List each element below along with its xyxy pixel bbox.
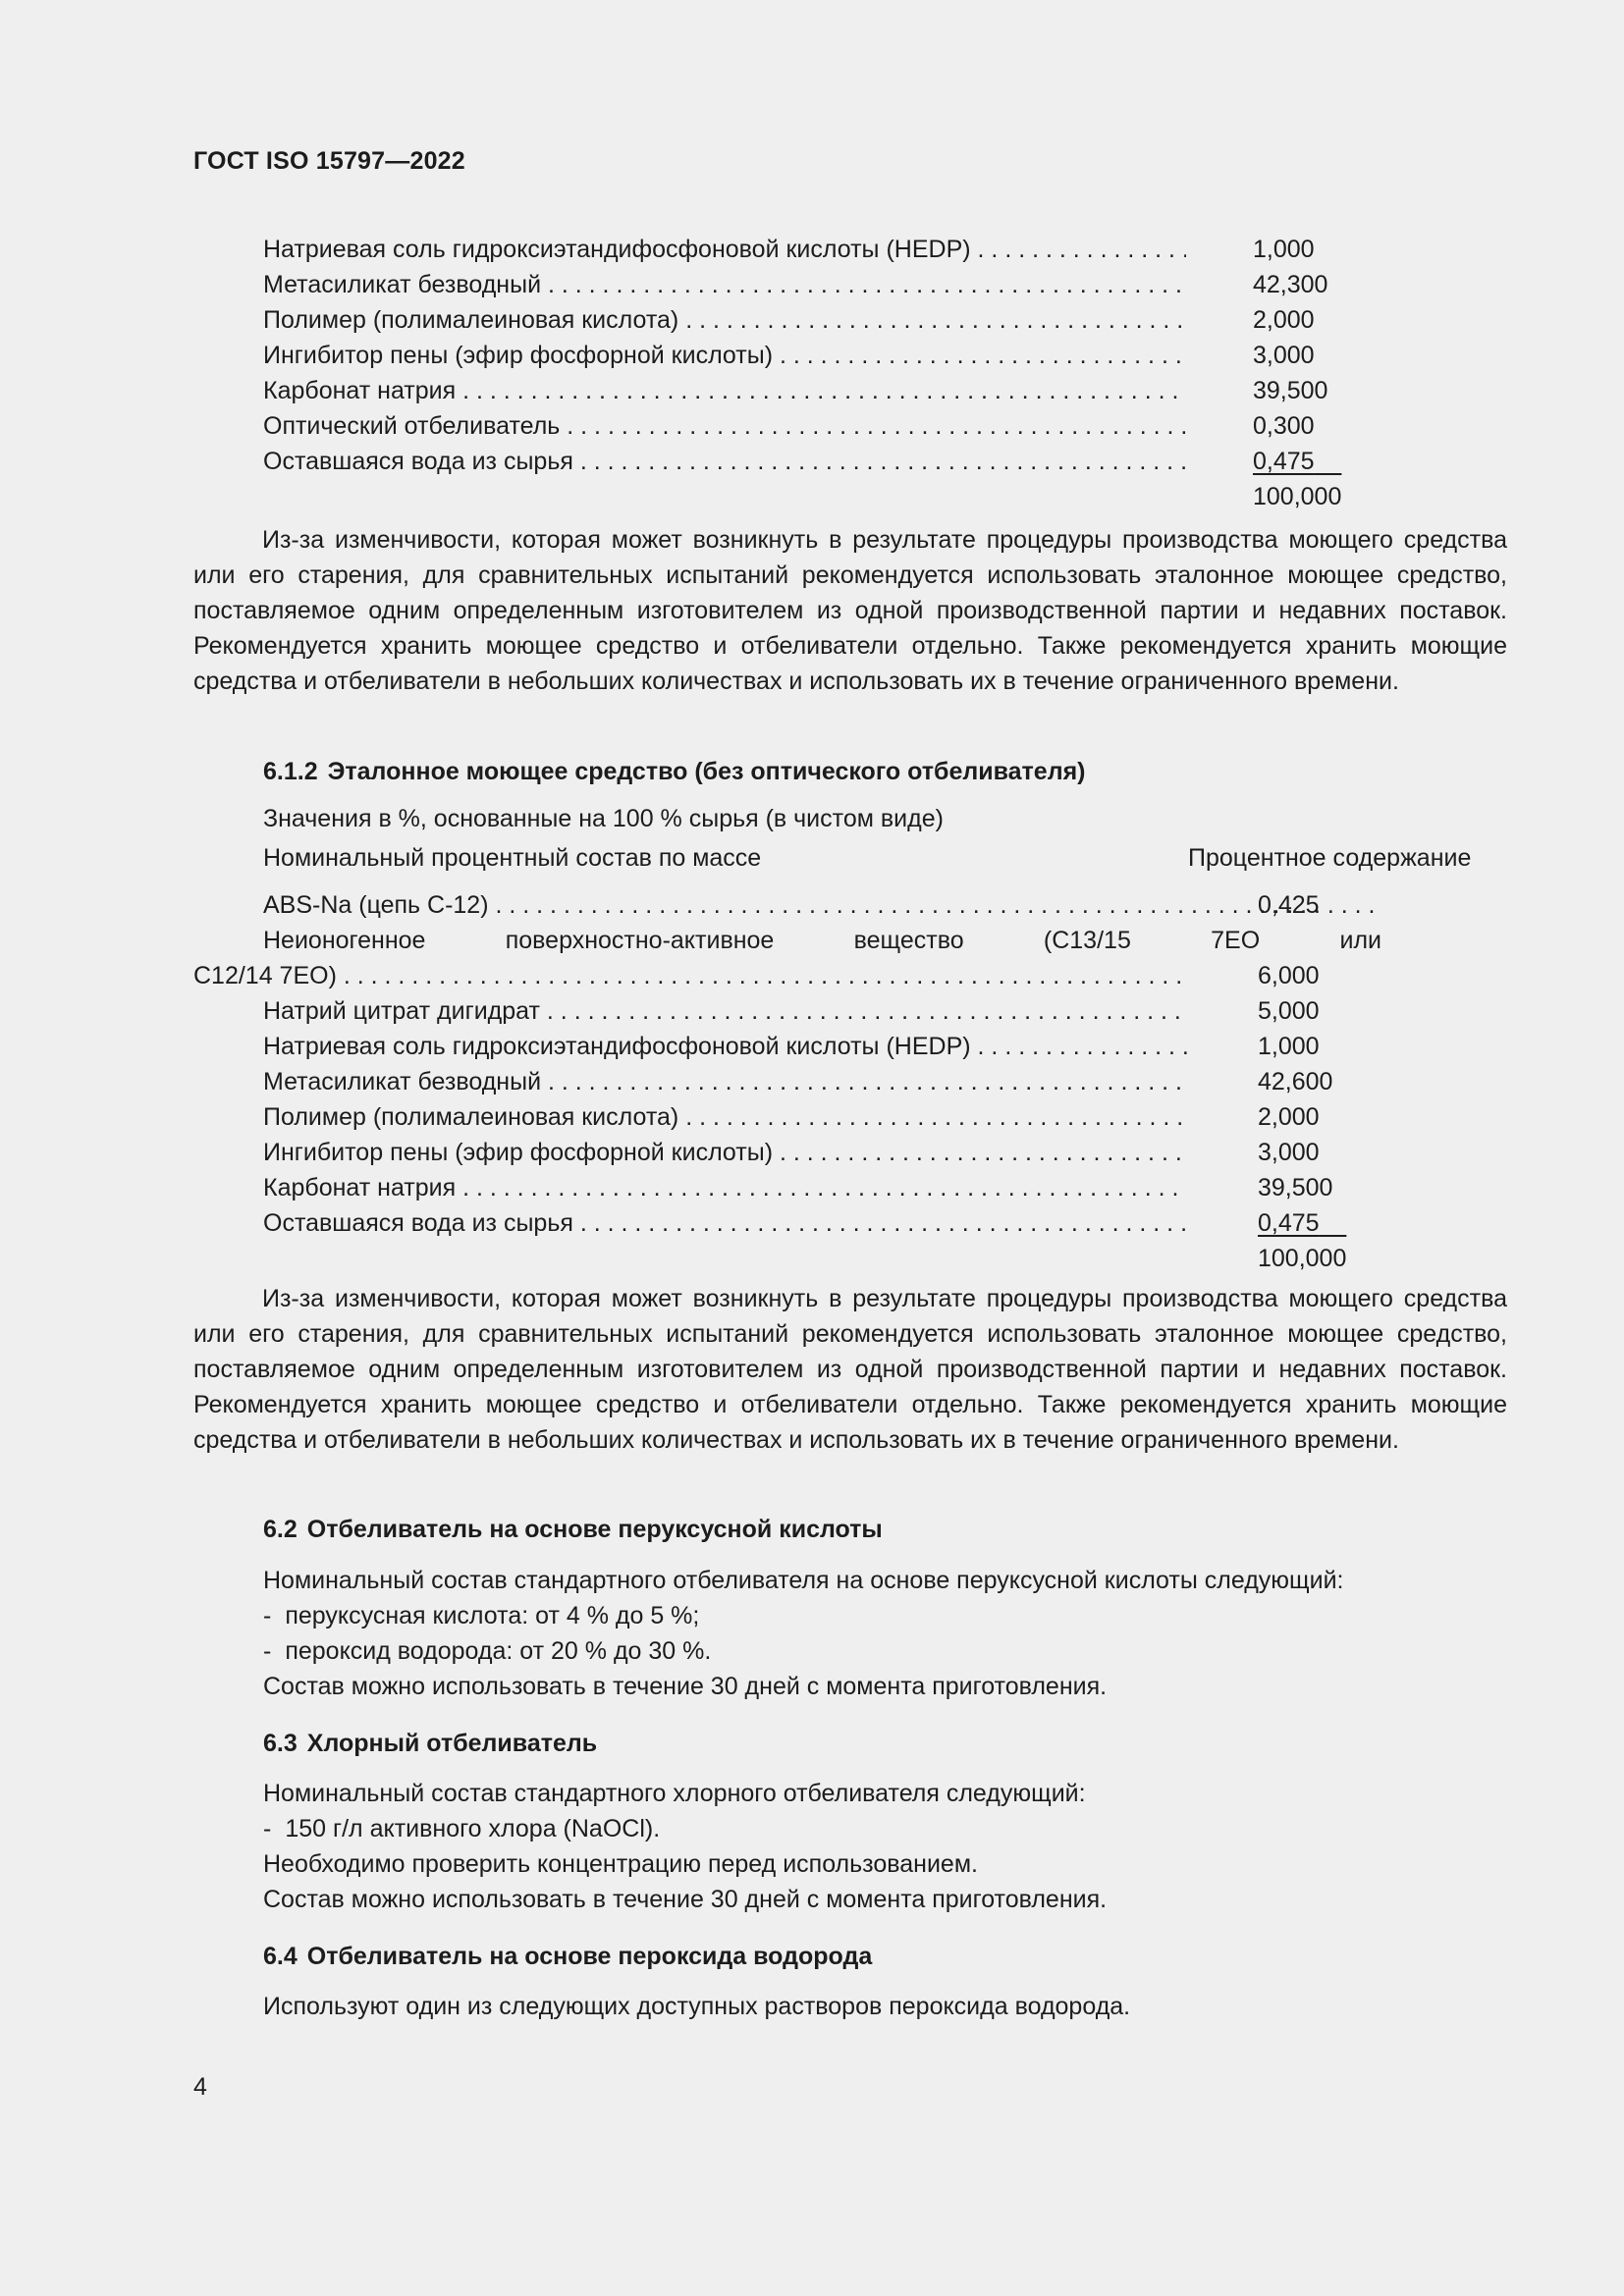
list-item <box>263 267 1363 302</box>
section-title: Отбеливатель на основе пероксида водорода <box>306 1943 873 1970</box>
bullet-item: - пероксид водорода: от 20 % до 30 %. <box>263 1637 712 1665</box>
list-item <box>263 338 1363 373</box>
section-title: Эталонное моющее средство (без оптического отбеливателя) <box>327 758 1086 785</box>
item-value: 6,000 <box>1258 962 1320 989</box>
item-value: 2,000 <box>1253 306 1315 334</box>
item-value: 0,300 <box>1253 412 1315 440</box>
item-label: Ингибитор пены (эфир фосфорной кислоты) . . . <box>263 1135 1187 1170</box>
item-label-line1: Неионогенное поверхностно-активное вещество (С13/15 7ЕО или <box>263 927 1381 954</box>
item-value: 42,600 <box>1258 1068 1333 1095</box>
list-item <box>193 1064 1372 1099</box>
section-heading-6-3 <box>263 1726 597 1761</box>
section-number: 6.2 <box>263 1516 298 1543</box>
bullet-item: - перуксусная кислота: от 4 % до 5 %; <box>263 1602 700 1629</box>
item-value: 2,000 <box>1258 1103 1320 1131</box>
item-label: Полимер (полималеиновая кислота) . . . <box>263 1099 1187 1135</box>
item-value: 42,300 <box>1253 271 1328 298</box>
list-item-wrapped <box>193 923 1381 958</box>
item-label: Натрий цитрат дигидрат . . . <box>263 993 1187 1029</box>
list-item <box>263 373 1363 408</box>
paragraph <box>193 1281 1507 1458</box>
item-value: 1,000 <box>1253 236 1315 263</box>
item-value: 0,475 <box>1258 1209 1320 1237</box>
bullet-text: 150 г/л активного хлора (NaOCl). <box>285 1815 661 1842</box>
list-item <box>193 887 1372 923</box>
values-note: Значения в %, основанные на 100 % сырья (в чистом виде) <box>263 805 944 832</box>
item-value: 39,500 <box>1258 1174 1333 1201</box>
section-number: 6.1.2 <box>263 758 318 785</box>
list-item-wrapped-cont <box>193 958 1372 993</box>
list-item <box>193 1205 1372 1241</box>
list-total <box>263 479 1363 514</box>
bullet-text: перуксусная кислота: от 4 % до 5 %; <box>285 1602 700 1629</box>
paragraph-text: Из-за изменчивости, которая может возникнуть в результате процедуры производства моющего средства или его старения, для сравнительных испытаний рекомендуется использовать эталонное моющее средство, поставляемое одним определенным изготовителем из одной производственной партии и недавних поставок. Рекомендуется хранить моющее средство и отбеливатели отдельно. Также рекомендуется хранить моющие средства и отбеливатели в небольших количествах и использовать их в течение ограниченного времени. <box>193 526 1507 695</box>
section-heading-6-2 <box>263 1512 883 1547</box>
list-total <box>193 1241 1372 1276</box>
list-item <box>193 1135 1372 1170</box>
item-value: 1,000 <box>1258 1033 1320 1060</box>
section-heading-6-1-2 <box>263 754 1085 789</box>
bullet-text: пероксид водорода: от 20 % до 30 %. <box>285 1637 712 1665</box>
list-item <box>193 1099 1372 1135</box>
section-check: Необходимо проверить концентрацию перед использованием. <box>263 1850 978 1878</box>
item-value: 0,425 <box>1258 891 1320 919</box>
item-label: Метасиликат безводный . . . <box>263 267 1186 302</box>
list-item <box>263 302 1363 338</box>
item-value: 0,475 <box>1253 448 1315 475</box>
bullet-item: - 150 г/л активного хлора (NaOCl). <box>263 1815 661 1842</box>
item-label: Полимер (полималеиновая кислота) . . . <box>263 302 1186 338</box>
page-number: 4 <box>193 2073 207 2101</box>
item-label: Карбонат натрия . . . <box>263 373 1186 408</box>
composition-list-1 <box>263 232 1363 514</box>
list-item <box>263 408 1363 444</box>
item-label: Оставшаяся вода из сырья . . . <box>263 444 1186 479</box>
section-title: Хлорный отбеливатель <box>306 1730 598 1757</box>
document-header: ГОСТ ISO 15797—2022 <box>193 147 465 175</box>
item-label: Натриевая соль гидроксиэтандифосфоновой кислоты (HEDP) . . . <box>263 1029 1187 1064</box>
section-heading-6-4 <box>263 1939 872 1974</box>
item-value: 3,000 <box>1253 342 1315 369</box>
item-label: Карбонат натрия . . . <box>263 1170 1187 1205</box>
column-header-right: Процентное содержание <box>1188 844 1472 872</box>
item-label: Натриевая соль гидроксиэтандифосфоновой кислоты (HEDP) . . . <box>263 232 1186 267</box>
section-intro: Номинальный состав стандартного отбеливателя на основе перуксусной кислоты следующий: <box>263 1567 1344 1594</box>
section-note: Состав можно использовать в течение 30 дней с момента приготовления. <box>263 1673 1108 1700</box>
composition-list-2 <box>193 887 1381 1276</box>
section-number: 6.4 <box>263 1943 298 1970</box>
list-item <box>193 993 1372 1029</box>
list-item <box>193 1170 1372 1205</box>
list-item <box>263 444 1363 479</box>
item-label: Оставшаяся вода из сырья . . . <box>263 1205 1187 1241</box>
section-note: Состав можно использовать в течение 30 дней с момента приготовления. <box>263 1886 1108 1913</box>
section-number: 6.3 <box>263 1730 298 1757</box>
item-label: Метасиликат безводный . . . <box>263 1064 1187 1099</box>
item-value: 39,500 <box>1253 377 1328 404</box>
section-intro: Номинальный состав стандартного хлорного отбеливателя следующий: <box>263 1780 1086 1807</box>
item-label: Ингибитор пены (эфир фосфорной кислоты) . . . <box>263 338 1186 373</box>
list-item <box>263 232 1363 267</box>
total-value: 100,000 <box>1253 483 1342 510</box>
section-text: Используют один из следующих доступных растворов пероксида водорода. <box>263 1993 1131 2020</box>
section-title: Отбеливатель на основе перуксусной кислоты <box>306 1516 883 1543</box>
item-label: Оптический отбеливатель . . . <box>263 408 1186 444</box>
paragraph-text: Из-за изменчивости, которая может возникнуть в результате процедуры производства моющего средства или его старения, для сравнительных испытаний рекомендуется использовать эталонное моющее средство, поставляемое одним определенным изготовителем из одной производственной партии и недавних поставок. Рекомендуется хранить моющее средство и отбеливатели отдельно. Также рекомендуется хранить моющие средства и отбеливатели в небольших количествах и использовать их в течение ограниченного времени. <box>193 1285 1507 1454</box>
item-label: ABS-Na (цепь С-12) . . . <box>263 887 1382 923</box>
list-item <box>193 1029 1372 1064</box>
total-value: 100,000 <box>1258 1245 1347 1272</box>
item-value: 3,000 <box>1258 1139 1320 1166</box>
item-label-line2: С12/14 7ЕО) . . . <box>193 958 1187 993</box>
column-header-left: Номинальный процентный состав по массе <box>263 844 762 872</box>
paragraph <box>193 522 1507 699</box>
item-value: 5,000 <box>1258 997 1320 1025</box>
